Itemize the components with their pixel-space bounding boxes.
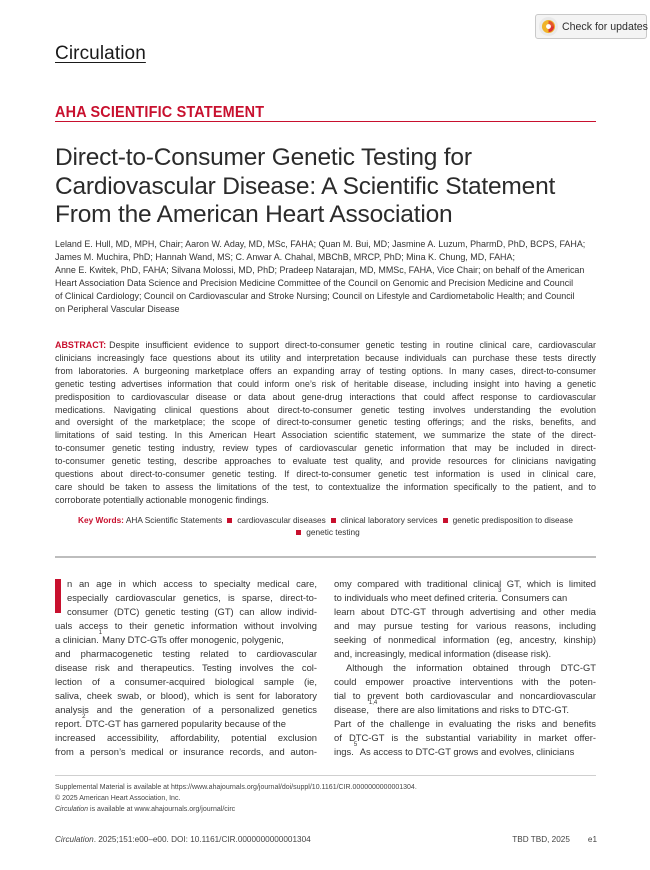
author-line: Heart Association Data Science and Precision Medicine Committee of the Council on Genomic and Precision Medicine and Council — [55, 277, 574, 288]
keyword: clinical laboratory services — [340, 515, 438, 525]
refresh-badge-icon — [539, 17, 558, 36]
check-for-updates-label: Check for updates — [562, 20, 648, 33]
body-line: lection of a consumer-acquired biological sample (ie, — [55, 676, 317, 687]
body-line: a clinician. 1 Many DTC-GTs offer monogenic, polygenic, — [55, 630, 284, 645]
keyword: cardiovascular diseases — [237, 515, 326, 525]
body-column-right — [334, 577, 596, 759]
section-rule — [55, 121, 596, 122]
body-line: uals access to their genetic information without involving — [55, 620, 317, 631]
abstract-line: medications. Navigating clinical questions about direct-to-consumer genetic testing involves understanding the evolution — [55, 404, 596, 415]
body-line: increased accessibility, affordability, potential exclusion — [55, 732, 317, 743]
body-line: analysis and the generation of a personalized genetics — [55, 704, 317, 715]
copyright-note: © 2025 American Heart Association, Inc. — [55, 795, 181, 802]
section-label: AHA SCIENTIFIC STATEMENT — [55, 104, 265, 121]
body-line: consumer (DTC) genetic testing (GT) can allow individ- — [67, 606, 317, 617]
abstract-line: to-consumer genetic testing, describe approaches to evaluate test quality, and provide resources for clinicians navigating — [55, 456, 596, 467]
author-line: of Clinical Cardiology; Council on Cardiovascular and Stroke Nursing; Council on Lifestyle and Cardiometabolic Health; and Council — [55, 290, 575, 301]
body-line: n an age in which access to specialty medical care, — [67, 578, 317, 589]
body-line: especially cardiovascular genetics, is sparse, direct-to- — [67, 592, 317, 603]
article-title — [55, 144, 615, 230]
title-line: Direct-to-Consumer Genetic Testing for — [55, 144, 472, 171]
body-line: could empower proactive interventions with the poten- — [334, 676, 596, 687]
body-line: disease risk and therapeutics. Testing involves the col- — [55, 662, 317, 673]
author-line: Leland E. Hull, MD, MPH, Chair; Aaron W. Aday, MD, MSc, FAHA; Quan M. Bui, MD; Jasmine A. Luzum, PharmD, PhD, BCPS, FAHA; — [55, 239, 586, 249]
author-line: on Peripheral Vascular Disease — [55, 303, 180, 314]
keywords — [55, 514, 596, 538]
supplemental-material-note: Supplemental Material is available at https://www.ahajournals.org/journal/doi/suppl/10.1161/CIR.0000000000001304. — [55, 784, 417, 791]
keyword-separator — [227, 518, 232, 523]
abstract-line: and oversight of the marketplace; the scope of direct-to-consumer genetic testing offerings; and the risks, benefits, and — [55, 417, 596, 428]
abstract-line: limitations of said testing. In this American Heart Association scientific statement, we summarize the state of the direct- — [55, 430, 596, 441]
body-line: and may pursue testing for various reasons, including — [334, 620, 596, 631]
body-line: from a person’s medical or insurance records, and auton- — [55, 746, 317, 757]
keyword: AHA Scientific Statements — [125, 515, 223, 525]
body-line: disease, 1,4 there are also limitations and risks to DTC-GT. — [334, 700, 569, 715]
check-for-updates-button[interactable] — [535, 14, 647, 39]
abstract-line: from laboratories. A burgeoning marketplace offers an expanding array of testing options. In many cases, direct-to-consumer — [55, 365, 596, 376]
abstract-line: corroborate potentially actionable monogenic findings. — [55, 494, 269, 505]
body-line: to individuals who meet defined criteria. 3 Consumers can — [334, 588, 568, 603]
section-divider — [55, 556, 596, 558]
title-line: From the American Heart Association — [55, 201, 453, 228]
abstract-line: to-consumer genetic testing industry, review types of cardiovascular genetic information that may be included in direct- — [55, 443, 596, 454]
body-line: ings. 5 As access to DTC-GT grows and evolves, clinicians — [334, 742, 575, 757]
footer-date: TBD TBD, 2025 — [512, 835, 570, 844]
body-line: of DTC-GT is the substantial variability in market offer- — [334, 732, 596, 743]
abstract-first-line: Despite insufficient evidence to support direct-to-consumer genetic testing in routine clinical care, cardiovascular — [109, 340, 596, 350]
body-line: report. 2 DTC-GT has garnered popularity because of the — [55, 714, 286, 729]
keyword: genetic testing — [306, 527, 360, 537]
body-column-left — [55, 577, 317, 759]
keywords-label: Key Words: — [78, 515, 124, 525]
body-line: tial to prevent both cardiovascular and noncardiovascular — [334, 690, 596, 701]
body-line: Part of the challenge in evaluating the risks and benefits — [334, 718, 596, 729]
author-line: James M. Muchira, PhD; Hannah Wand, MS; C. Anwar A. Chahal, MBChB, MRCP, PhD; Mina K. Chung, MD, FAHA; — [55, 251, 515, 262]
abstract-line: clinicians increasingly face questions about its utility and interpretation because individuals can purchase these tests directly — [55, 352, 596, 363]
abstract-line — [55, 339, 596, 352]
body-line: learn about DTC-GT through advertising and other media — [334, 606, 596, 617]
keyword-separator — [331, 518, 336, 523]
journal-name: Circulation — [55, 43, 146, 64]
abstract — [55, 339, 596, 507]
abstract-line: questions about direct-to-consumer genetic testing. If direct-to-consumer genetic test information is used in clinical care, — [55, 469, 596, 480]
author-line: Anne E. Kwitek, PhD, FAHA; Silvana Molossi, MD, PhD; Pradeep Natarajan, MD, MMSc, FAHA, Vice Chair; on behalf of the American — [55, 264, 585, 275]
journal-availability-note: Circulation is available at www.ahajournals.org/journal/circ — [55, 806, 236, 813]
body-line: seeking of nonmedical information (eg, ancestry, kinship) — [334, 634, 596, 645]
keyword-separator — [296, 530, 301, 535]
keyword-separator — [443, 518, 448, 523]
footer-citation: Circulation. 2025;151:e00–e00. DOI: 10.1161/CIR.0000000000001304 — [55, 835, 311, 844]
body-line: saliva, cheek swab, or blood), which is sent for laboratory — [55, 690, 317, 701]
abstract-label: ABSTRACT: — [55, 340, 107, 350]
keyword: genetic predisposition to disease — [452, 515, 573, 525]
footer-page-info — [505, 835, 597, 844]
body-line: omy compared with traditional clinical GT, which is limited — [334, 578, 596, 589]
footnotes — [55, 782, 596, 815]
page-number: e1 — [587, 835, 597, 844]
abstract-line: genetic testing advertises information that could inform one’s risk of heritable disease, including insight into having a genetic — [55, 378, 596, 389]
title-line: Cardiovascular Disease: A Scientific Statement — [55, 172, 556, 200]
abstract-line: predisposition to cardiovascular disease or data about gene-drug interactions that could affect response to cardiovascular — [55, 391, 596, 402]
abstract-line: care should be taken to assess the limitations of the test, to contextualize the information specifically to the patient, and to — [55, 481, 596, 492]
body-line: and pharmacogenetic testing related to cardiovascular — [55, 648, 317, 659]
author-list — [55, 238, 600, 315]
body-line: and, increasingly, medical information (disease risk). — [334, 648, 552, 659]
body-line: Although the information obtained through DTC-GT — [346, 662, 596, 673]
footnotes-rule — [55, 775, 596, 776]
